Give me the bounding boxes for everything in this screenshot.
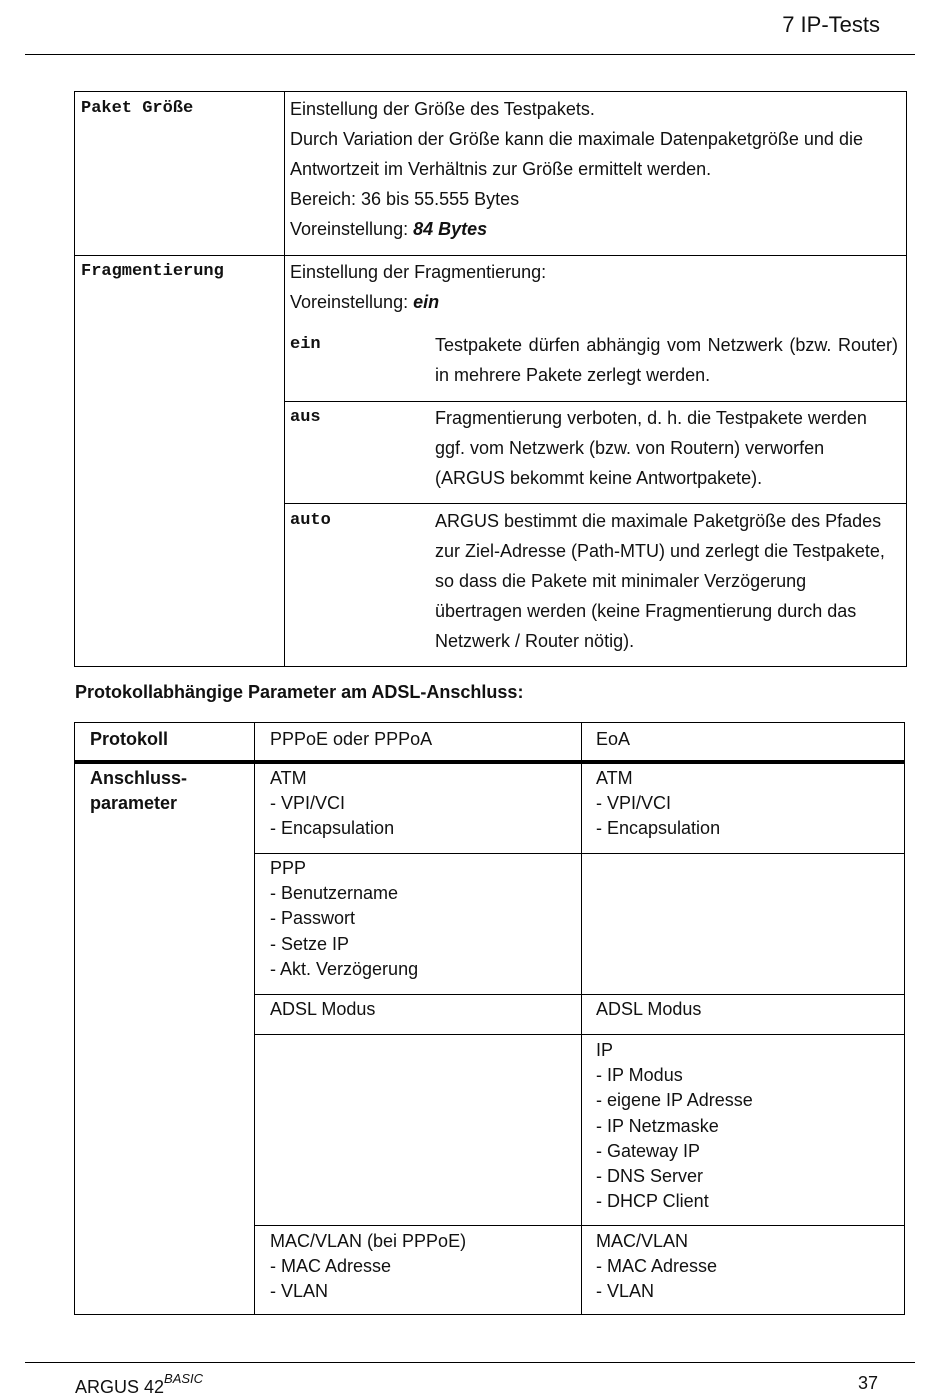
cell-line: - Encapsulation [270,818,395,839]
cell-atm-ppp [270,766,394,842]
row-divider [254,1225,904,1226]
header-divider [75,760,904,764]
frag-line: Einstellung der Fragmentierung: [290,262,547,282]
paket-default [290,214,900,244]
cell-line: - MAC Adresse [270,1256,392,1277]
cell-line: - VPI/VCI [270,793,346,814]
cell-line: - Benutzername [270,883,399,904]
page-number: 37 [857,1373,878,1393]
row-label [90,766,187,816]
paket-line: Einstellung der Größe des Testpakets. [290,99,595,119]
option-text-ein: Testpakete dürfen abhängig vom Netzwerk (bzw. Router) in mehrere Pakete zerlegt werden. [435,335,898,385]
default-value: 84 Bytes [413,219,488,239]
cell-line: - VLAN [596,1281,655,1302]
row-divider [254,994,904,995]
column-divider [284,92,285,666]
cell-line: - Gateway IP [596,1140,701,1161]
cell-line: - VLAN [270,1281,329,1302]
paket-line: Durch Variation der Größe kann die maximale Datenpaketgröße und die Antwortzeit im Verhältnis zur Größe ermittelt werden. [290,129,863,179]
cell-line: - Akt. Verzögerung [270,958,419,979]
header-pppoe: PPPoE oder PPPoA [270,729,433,749]
cell-line: - eigene IP Adresse [596,1090,753,1111]
paket-groesse-label: Paket Größe [81,99,194,118]
cell-line: - IP Netzmaske [596,1115,719,1136]
cell-line: PPP [270,858,307,878]
option-text-aus: Fragmentierung verboten, d. h. die Testpakete werden ggf. vom Netzwerk (bzw. von Routern) verworfen (ARGUS bekommt keine Antwortpakete). [435,408,867,488]
cell-line: - DNS Server [596,1166,704,1187]
row-divider [254,853,904,854]
fragmentierung-label: Fragmentierung [81,262,224,281]
default-value: ein [413,292,440,312]
cell-adsl-modus-ppp: ADSL Modus [270,999,376,1019]
cell-line: - IP Modus [596,1065,683,1086]
cell-mac-vlan-ppp [270,1229,466,1305]
top-rule [25,54,915,55]
option-text-auto: ARGUS bestimmt die maximale Paketgröße des Pfades zur Ziel-Adresse (Path-MTU) und zerlegt die Testpakete, so dass die Pakete mit minimaler Verzögerung übertragen werden (keine Fragmentierung durch das Netzwerk / Router nötig). [435,511,885,651]
header-protokoll: Protokoll [90,729,169,749]
cell-line: - Encapsulation [596,818,721,839]
cell-line: - MAC Adresse [596,1256,718,1277]
cell-line: ATM [270,768,307,788]
fragmentierung-description [290,257,900,317]
default-label: Voreinstellung: [290,219,414,239]
cell-atm-eoa [596,766,720,842]
cell-line: - Setze IP [270,933,350,954]
row-label-line: Anschluss- [90,768,188,788]
option-key-auto: auto [290,511,331,530]
cell-line: ATM [596,768,633,788]
product-name: ARGUS 42 [75,1377,165,1397]
parameter-table [74,91,907,667]
option-key-aus: aus [290,408,321,427]
cell-ppp [270,856,418,982]
bottom-rule [25,1362,915,1363]
row-divider [75,255,906,256]
product-superscript: BASIC [164,1371,204,1386]
frag-default [290,287,900,317]
default-label: Voreinstellung: [290,292,414,312]
paket-groesse-description [290,94,900,244]
header-eoa: EoA [596,729,631,749]
option-divider [284,503,906,504]
cell-line: - VPI/VCI [596,793,672,814]
row-label-line: parameter [90,793,178,814]
cell-line: IP [596,1040,614,1060]
cell-line: - DHCP Client [596,1191,709,1212]
protocol-table [74,722,905,1315]
chapter-title: 7 IP-Tests [782,12,880,37]
option-key-ein: ein [290,335,321,354]
cell-ip [596,1038,753,1214]
cell-line: - Passwort [270,908,356,929]
section-heading: Protokollabhängige Parameter am ADSL-Anschluss: [75,682,524,702]
option-divider [284,401,906,402]
cell-adsl-modus-eoa: ADSL Modus [596,999,702,1019]
row-divider [254,1034,904,1035]
cell-mac-vlan-eoa [596,1229,717,1305]
paket-line: Bereich: 36 bis 55.555 Bytes [290,189,520,209]
cell-line: MAC/VLAN [596,1231,689,1251]
footer-product [75,1371,204,1398]
cell-line: MAC/VLAN (bei PPPoE) [270,1231,467,1251]
